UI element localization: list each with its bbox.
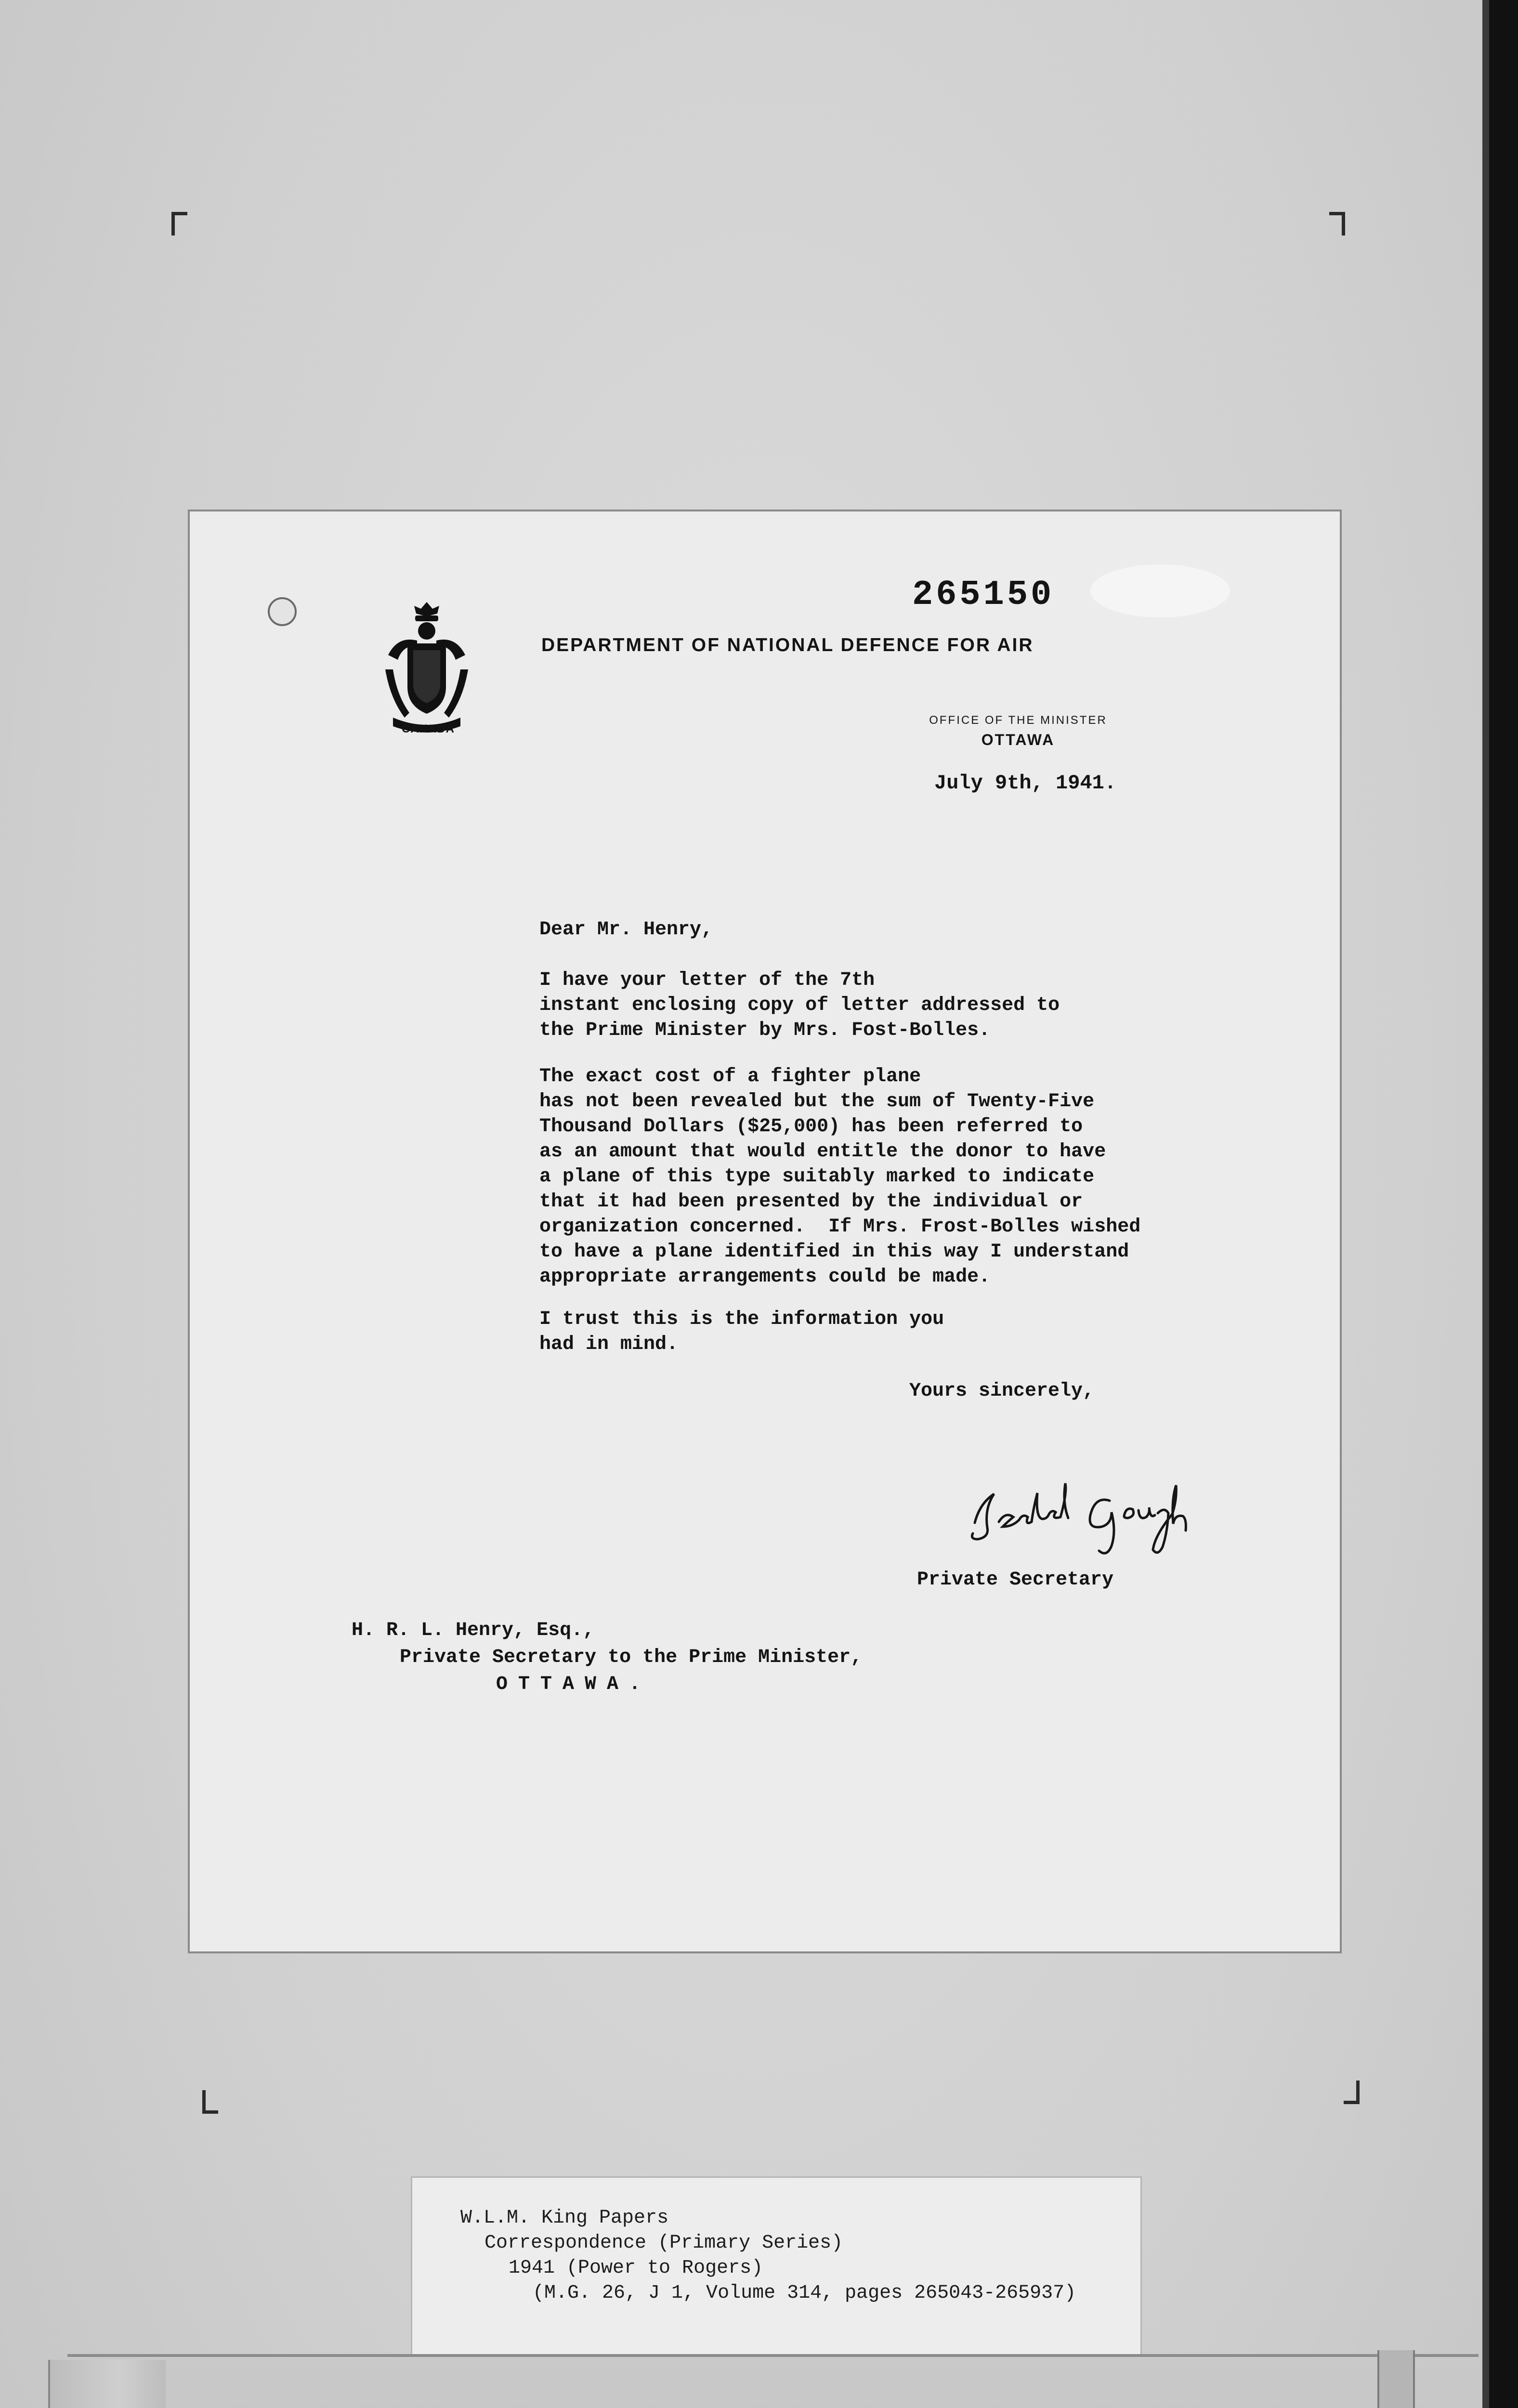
crop-mark-bottom-right: [1344, 2081, 1360, 2104]
archive-label-line: 1941 (Power to Rogers): [509, 2257, 763, 2279]
crest-label: CANADA: [402, 722, 455, 735]
letter-date: July 9th, 1941.: [934, 772, 1117, 795]
film-edge-shadow: [1482, 0, 1489, 2408]
smudge-mark: [1090, 564, 1230, 617]
archive-label-line: W.L.M. King Papers: [460, 2207, 669, 2229]
closing: Yours sincerely,: [909, 1380, 1095, 1402]
addressee-block: [352, 1617, 862, 1698]
archive-reference-label: [412, 2178, 1140, 2356]
department-heading: DEPARTMENT OF NATIONAL DEFENCE FOR AIR: [541, 635, 1034, 655]
document-number: 265150: [912, 575, 1055, 615]
coat-of-arms-icon: [379, 597, 475, 737]
punch-hole: [268, 597, 297, 626]
crop-mark-top-right: [1329, 212, 1345, 236]
addressee-position: Private Secretary to the Prime Minister,: [400, 1647, 863, 1668]
public-archives-banner: [67, 2354, 1479, 2408]
letter-sheet: [188, 510, 1342, 1953]
addressee-city: OTTAWA.: [496, 1674, 652, 1695]
archive-label-line: Correspondence (Primary Series): [484, 2232, 843, 2254]
banner-clip-right: [1377, 2350, 1415, 2408]
crop-mark-top-left: [171, 212, 187, 236]
office-line: OFFICE OF THE MINISTER: [929, 714, 1107, 727]
archive-label-line: (M.G. 26, J 1, Volume 314, pages 265043-265937): [533, 2282, 1076, 2304]
paragraph-3: I trust this is the information you had in mind.: [539, 1309, 944, 1355]
film-edge: [1489, 0, 1518, 2408]
addressee-name: H. R. L. Henry, Esq.,: [352, 1620, 595, 1641]
city-line: OTTAWA: [981, 731, 1055, 748]
signature: [965, 1470, 1235, 1561]
banner-clip-left: [48, 2360, 166, 2408]
signer-title: Private Secretary: [917, 1569, 1114, 1591]
salutation: Dear Mr. Henry,: [539, 919, 713, 941]
crop-mark-bottom-left: [202, 2090, 218, 2114]
paragraph-1: I have your letter of the 7th instant enclosing copy of letter addressed to the Prime Minister by Mrs. Fost-Bolles.: [539, 969, 1060, 1041]
paragraph-2: The exact cost of a fighter plane has not been revealed but the sum of Twenty-Five Thousand Dollars ($25,000) has been referred to as an amount that would entitle the donor to have a plane of this type suitably marked to indicate that it had been presented by the individual or organization concerned. If Mrs. Frost-Bolles wished to have a plane identified in this way I understand appropriate arrangements could be made.: [539, 1066, 1141, 1288]
